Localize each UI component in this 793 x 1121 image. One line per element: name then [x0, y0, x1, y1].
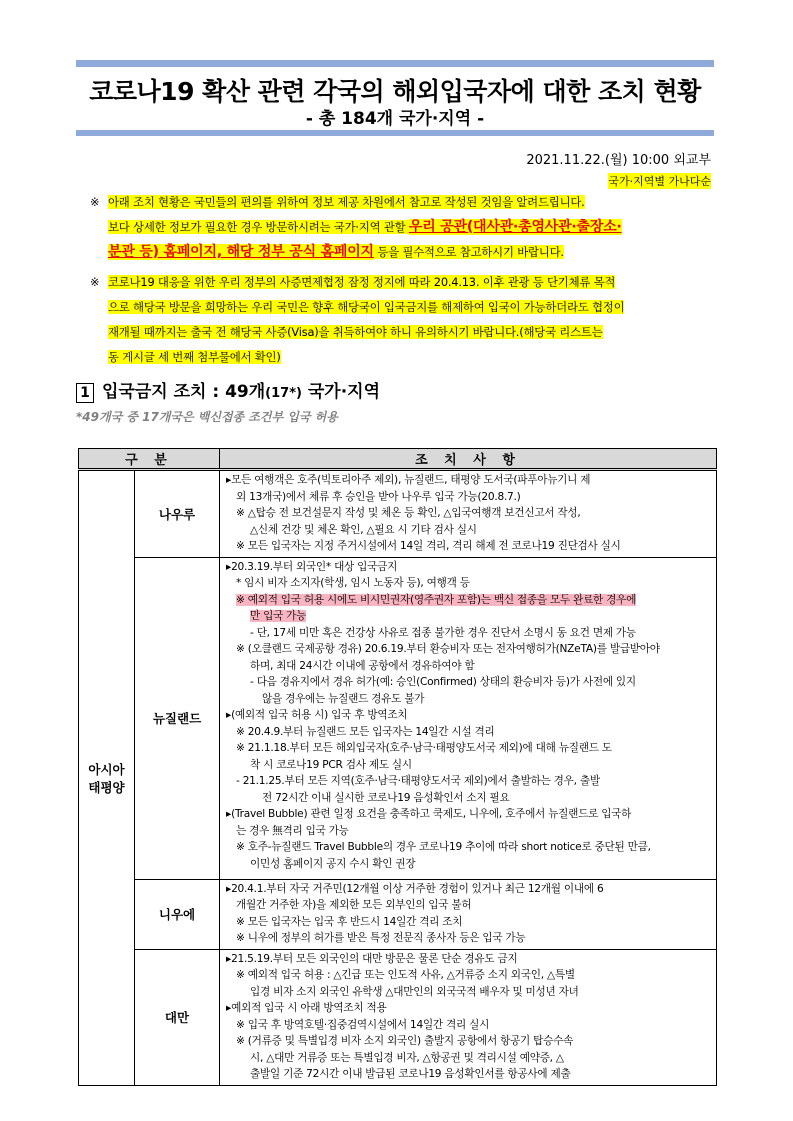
measures-taiwan: ▸21.5.19.부터 모든 외국인의 대만 방문은 물론 단순 경유도 금지 ※ 예외적 입국 허용 : △긴급 또는 인도적 사유, △거류증 소지 외국인, △특별 입경 비자 소지 외국인 유학생 △대만인의 외국국적 배우자 및 미성년 자녀 ▸예외적 입국 시 아래 방역조치 적용 ※ 입국 후 방역호텔·집중검역시설에서 14일간 격리 실시 ※ (거류증 및 특별입경 비자 소지 외국인) 출발지 공항에서 항공기 탑승수속 시, △대만 거류증 또는 특별입경 비자, △항공권 및 격리시설 예약증, △ 출발일 기준 72시간 이내 발급된 코로나19 음성확인서를 항공사에 제출: [220, 949, 717, 1085]
notice-visa: ※ 코로나19 대응을 위한 우리 정부의 사증면제협정 잠정 정지에 따라 20.4.13. 이후 관광 등 단기체류 목적 으로 해당국 방문을 희망하는 우리 국민은 향후 해당국이 입국금지를 해제하여 입국이 가능하더라도 협정이 재개될 때까지는 출국 전 해당국 사증(Visa)을 취득하여야 하니 유의하시기 바랍니다.(해당국 리스트는 동 게시글 세 번째 첨부물에서 확인): [108, 270, 726, 370]
notice-mark: ※: [90, 190, 99, 215]
header-measures: 조 치 사 항: [220, 449, 717, 470]
section-number: 1: [76, 383, 94, 403]
country-taiwan: 대만: [135, 949, 220, 1085]
title-top-border: [76, 60, 714, 67]
table-row: [79, 949, 717, 1085]
page-subtitle: - 총 184개 국가·지역 -: [305, 109, 485, 129]
notice-disclaimer: ※ 아래 조치 현황은 국민들의 편의를 위하여 정보 제공 차원에서 참고로 작성된 것임을 알려드립니다. 보다 상세한 정보가 필요한 경우 방문하시려는 국가·지역 관할 우리 공관(대사관·총영사관·출장소· 분관 등) 홈페이지, 해당 정부 공식 홈페이지 등을 필수적으로 참고하시기 바랍니다.: [108, 190, 726, 265]
section-note: *49개국 중 17개국은 백신접종 조건부 입국 허용: [76, 410, 338, 424]
notice-mark: ※: [90, 270, 99, 295]
publish-date: 2021.11.22.(월) 10:00 외교부: [526, 153, 711, 168]
page-title: 코로나19 확산 관련 각국의 해외입국자에 대한 조치 현황: [89, 77, 701, 106]
country-niue: 니우에: [135, 879, 220, 949]
country-new-zealand: 뉴질랜드: [135, 557, 220, 879]
region-cell: 아시아 태평양: [79, 470, 135, 1086]
header-category: 구 분: [79, 449, 220, 470]
table-row: [79, 557, 717, 879]
measures-nauru: ▸모든 여행객은 호주(빅토리아주 제외), 뉴질랜드, 태평양 도서국(파푸아뉴기니 제 외 13개국)에서 체류 후 승인을 받아 나우루 입국 가능(20.8.7.) ※ △탑승 전 보건설문지 작성 및 체온 등 확인, △입국여행객 보건신고서 작성, △신체 건강 및 체온 확인, △필요 시 기타 검사 실시 ※ 모든 입국자는 지정 주거시설에서 14일 격리, 격리 해제 전 코로나19 진단검사 실시: [220, 470, 717, 558]
table-row: [79, 879, 717, 949]
measures-niue: ▸20.4.1.부터 자국 거주민(12개월 이상 거주한 경험이 있거나 최근 12개월 이내에 6 개월간 거주한 자)을 제외한 모든 외부인의 입국 불허 ※ 모든 입국자는 입국 후 반드시 14일간 격리 조치 ※ 니우에 정부의 허가를 받은 특정 전문직 종사자 등은 입국 가능: [220, 879, 717, 949]
measures-new-zealand: ▸20.3.19.부터 외국인* 대상 입국금지 * 임시 비자 소지자(학생, 임시 노동자 등), 여행객 등 ※ 예외적 입국 허용 시에도 비시민권자(영주권자 포함)는 백신 접종을 모두 완료한 경우에 만 입국 가능 - 단, 17세 미만 혹은 건강상 사유로 접종 불가한 경우 진단서 소명시 동 요건 면제 가능 ※ (오클랜드 국제공항 경유) 20.6.19.부터 환승비자 또는 전자여행허가(NZeTA)를 발급받아야 하며, 최대 24시간 이내에 공항에서 경유하여야 함 - 다음 경유지에서 경유 허가(예: 승인(Confirmed) 상태의 환승비자 등)가 사전에 있지 않을 경우에는 뉴질랜드 경유도 불가 ▸(예외적 입국 허용 시) 입국 후 방역조치 ※ 20.4.9.부터 뉴질랜드 모든 입국자는 14일간 시설 격리 ※ 21.1.18.부터 모든 해외입국자(호주·남극·태평양도서국 제외)에 대해 뉴질랜드 도 착 시 코로나19 PCR 검사 제도 실시 - 21.1.25.부터 모든 지역(호주·남극·태평양도서국 제외)에서 출발하는 경우, 출발 전 72시간 이내 실시한 코로나19 음성확인서 소지 필요 ▸(Travel Bubble) 관련 일정 요건을 충족하고 쿡제도, 니우에, 호주에서 뉴질랜드로 입국하 는 경우 無격리 입국 가능 ※ 호주-뉴질랜드 Travel Bubble의 경우 코로나19 추이에 따라 short notice로 중단된 만큼, 이민성 홈페이지 공지 수시 확인 권장: [220, 557, 717, 879]
vaccine-requirement-highlight: ※ 예외적 입국 허용 시에도 비시민권자(영주권자 포함)는 백신 접종을 모두 완료한 경우에: [236, 593, 637, 606]
entry-ban-table: [78, 448, 717, 1086]
country-nauru: 나우루: [135, 470, 220, 558]
title-bottom-border: [76, 130, 714, 136]
embassy-homepage-link-text: 우리 공관(대사관·총영사관·출장소·: [408, 219, 622, 235]
section-title: 1 입국금지 조치 : 49개(17*) 국가·지역: [76, 377, 380, 403]
table-row: [79, 470, 717, 558]
sort-note: 국가·지역별 가나다순: [608, 175, 711, 188]
